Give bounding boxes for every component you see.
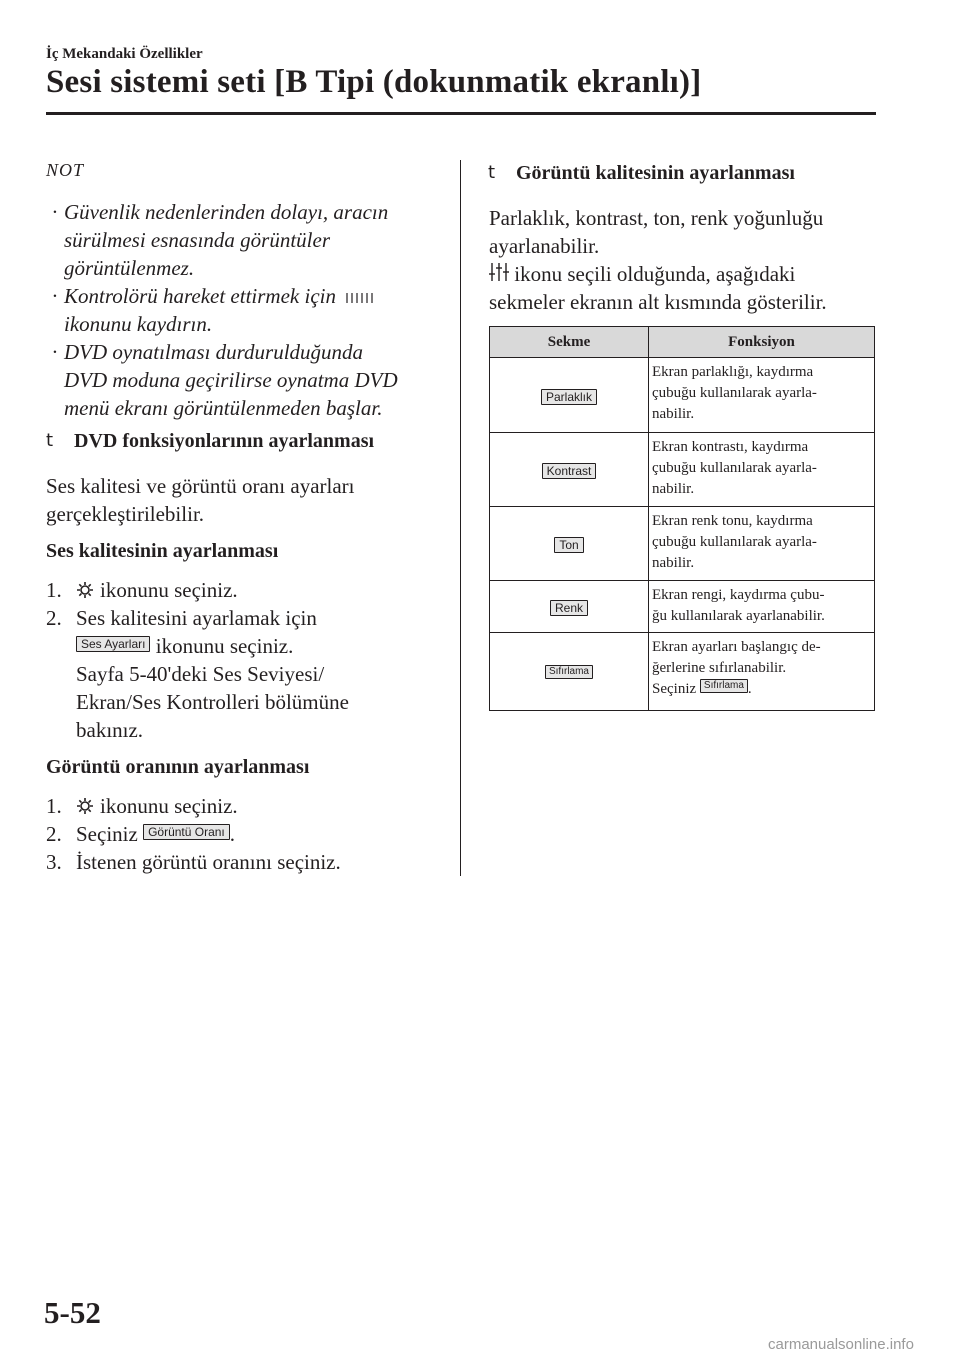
para-line: Parlaklık, kontrast, ton, renk yoğunluğu — [489, 206, 824, 230]
step-period: . — [229, 822, 236, 846]
ref-line: bakınız. — [76, 718, 144, 742]
intro-line: Ses kalitesi ve görüntü oranı ayarları — [46, 474, 355, 498]
tab-cell — [490, 358, 649, 433]
step-2 — [46, 604, 456, 632]
note-line: DVD oynatılması durdurulduğunda — [64, 340, 364, 364]
cell-line: ğu kullanılarak ayarlanabilir. — [652, 608, 825, 624]
function-cell — [649, 507, 875, 581]
table-header-row — [490, 327, 875, 358]
picture-paragraph — [489, 204, 879, 316]
tab-ton: Ton — [554, 537, 583, 553]
note-line: Güvenlik nedenlerinden dolayı, aracın — [64, 200, 389, 224]
tab-kontrast: Kontrast — [542, 463, 597, 479]
cell-line: nabilir. — [652, 481, 695, 497]
ratio-heading: Görüntü oranının ayarlanması — [46, 756, 310, 778]
intro-paragraph — [46, 472, 355, 528]
page-number: 5-52 — [44, 1295, 101, 1330]
function-cell — [649, 358, 875, 433]
intro-line: gerçekleştirilebilir. — [46, 502, 205, 526]
tab-cell — [490, 507, 649, 581]
table-row — [490, 581, 875, 633]
bullet-dot: · — [52, 284, 58, 308]
step-3 — [46, 848, 456, 876]
note-title: NOT — [46, 160, 85, 180]
cell-line: Ekran parlaklığı, kaydırma — [652, 364, 814, 380]
ref-line: Sayfa 5-40'deki Ses Seviyesi/ — [76, 662, 325, 686]
note-line: görüntülenmez. — [64, 256, 195, 280]
cell-line: Ekran renk tonu, kaydırma — [652, 513, 813, 529]
picture-heading-text: Görüntü kalitesinin ayarlanması — [516, 162, 795, 184]
table-row — [490, 507, 875, 581]
title-rule — [46, 112, 876, 115]
step-2-cont — [46, 632, 456, 660]
function-cell — [649, 581, 875, 633]
cell-text: Seçiniz — [652, 681, 697, 697]
section-marker: t — [46, 430, 54, 451]
cell-line: nabilir. — [652, 555, 695, 571]
cell-line: çubuğu kullanılarak ayarla- — [652, 385, 817, 401]
dvd-heading-text: DVD fonksiyonlarının ayarlanması — [74, 430, 375, 452]
bullet-dot: · — [52, 200, 58, 224]
picture-heading — [488, 162, 878, 190]
step-text: İstenen görüntü oranını seçiniz. — [76, 850, 341, 874]
step-text: ikonunu seçiniz. — [100, 578, 238, 602]
slider-handle-icon — [345, 292, 375, 304]
ref-line: Ekran/Ses Kontrolleri bölümüne — [76, 690, 349, 714]
table-header-function: Fonksiyon — [649, 327, 875, 358]
section-marker: t — [488, 162, 496, 183]
note-line: ikonunu kaydırın. — [64, 312, 213, 336]
ses-ayarlari-button-label: Ses Ayarları — [76, 636, 150, 652]
para-line: sekmeler ekranın alt kısmında gösterilir. — [489, 290, 827, 314]
step-text: Ses kalitesini ayarlamak için — [76, 606, 317, 630]
watermark: carmanualsonline.info — [768, 1336, 914, 1353]
step-1 — [46, 576, 456, 604]
step-number: 1. — [46, 578, 62, 602]
table-row — [490, 633, 875, 711]
cell-period: . — [747, 681, 752, 697]
sound-steps — [46, 576, 456, 744]
bullet-dot: · — [52, 340, 58, 364]
page-title: Sesi sistemi seti [B Tipi (dokunmatik ekranlı)] — [46, 64, 702, 100]
step-number: 3. — [46, 850, 62, 874]
cell-line: çubuğu kullanılarak ayarla- — [652, 534, 817, 550]
sifirlama-button-label: Sıfırlama — [700, 679, 748, 693]
cell-line: Ekran ayarları başlangıç de- — [652, 639, 821, 655]
step-number: 2. — [46, 822, 62, 846]
step-2-ref — [46, 660, 456, 744]
tab-parlaklik: Parlaklık — [541, 389, 597, 405]
note-line — [64, 282, 444, 310]
cell-line: Ekran rengi, kaydırma çubu- — [652, 587, 825, 603]
step-text: ikonunu seçiniz. — [100, 794, 238, 818]
para-line — [489, 260, 879, 288]
para-text: ikonu seçili olduğunda, aşağıdaki — [514, 262, 796, 286]
tab-sifirlama: Sıfırlama — [545, 665, 593, 679]
tab-function-table — [489, 326, 875, 711]
cell-line: Ekran kontrastı, kaydırma — [652, 439, 809, 455]
function-cell — [649, 433, 875, 507]
gear-icon — [76, 581, 94, 599]
tab-renk: Renk — [550, 600, 588, 616]
cell-line — [652, 679, 871, 700]
table-row — [490, 433, 875, 507]
function-cell — [649, 633, 875, 711]
tab-cell — [490, 433, 649, 507]
note-text: Kontrolörü hareket ettirmek için — [64, 284, 336, 308]
note-line: DVD moduna geçirilirse oynatma DVD — [64, 368, 398, 392]
cell-line: ğerlerine sıfırlanabilir. — [652, 660, 787, 676]
section-label: İç Mekandaki Özellikler — [46, 46, 203, 62]
step-2 — [46, 820, 456, 848]
ratio-steps — [46, 792, 456, 876]
note-line: menü ekranı görüntülenmeden başlar. — [64, 396, 383, 420]
note-line: sürülmesi esnasında görüntüler — [64, 228, 331, 252]
goruntu-orani-button-label: Görüntü Oranı — [143, 824, 230, 840]
para-line: ayarlanabilir. — [489, 234, 600, 258]
cell-line: çubuğu kullanılarak ayarla- — [652, 460, 817, 476]
tab-cell — [490, 633, 649, 711]
cell-line: nabilir. — [652, 406, 695, 422]
table-row — [490, 358, 875, 433]
table-header-tab: Sekme — [490, 327, 649, 358]
step-text: ikonunu seçiniz. — [155, 634, 294, 658]
dvd-heading — [46, 430, 456, 458]
step-number: 2. — [46, 606, 62, 630]
column-divider — [460, 160, 461, 876]
step-text: Seçiniz — [76, 822, 138, 846]
step-number: 1. — [46, 794, 62, 818]
gear-icon — [76, 797, 94, 815]
step-1 — [46, 792, 456, 820]
sound-heading: Ses kalitesinin ayarlanması — [46, 540, 279, 562]
picture-settings-icon — [489, 262, 509, 282]
tab-cell — [490, 581, 649, 633]
